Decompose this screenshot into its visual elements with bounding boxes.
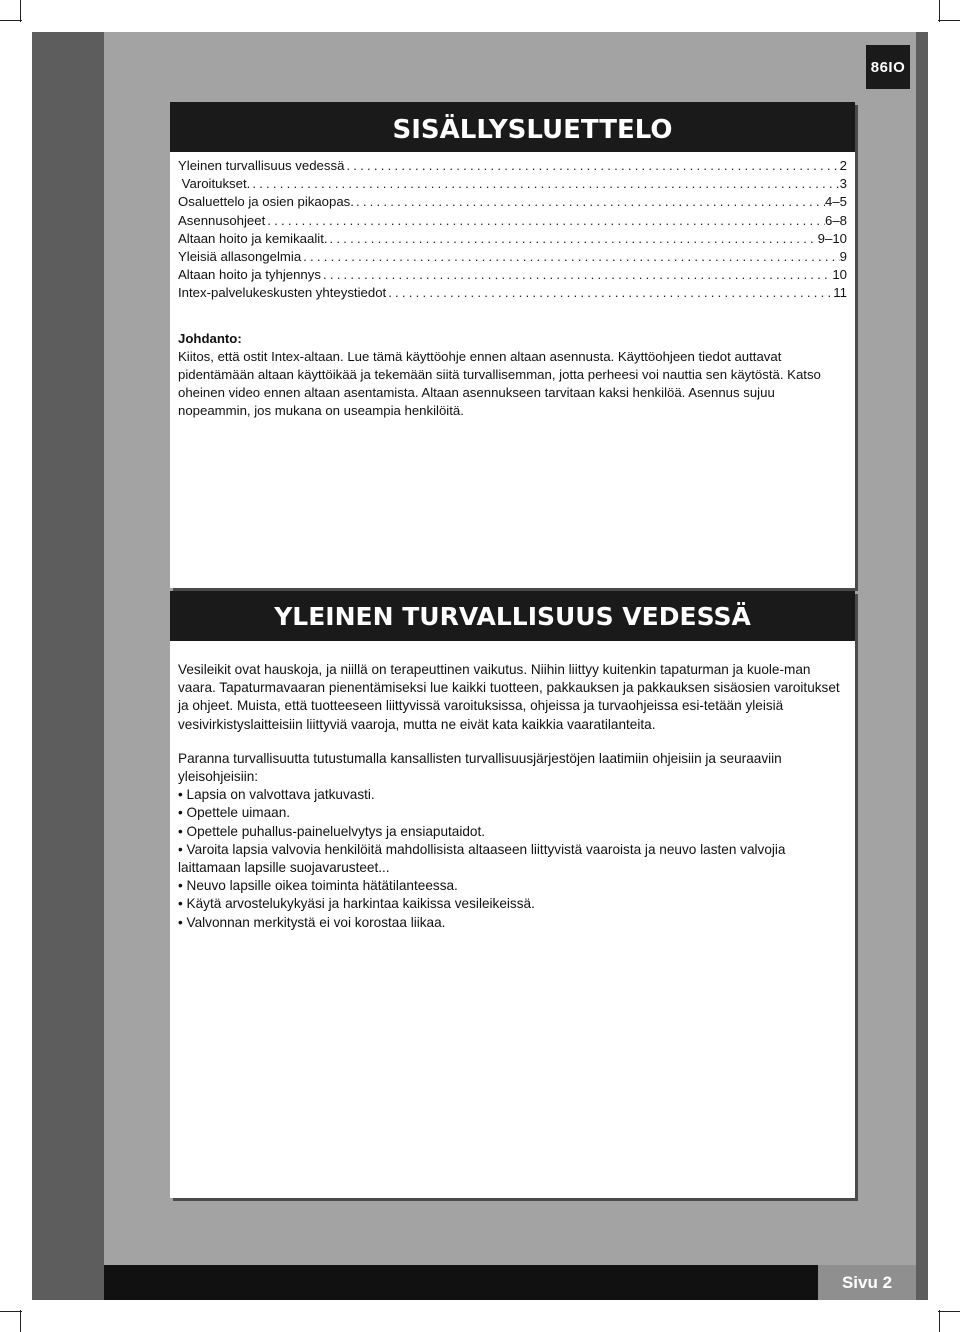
safety-bullet: • Opettele puhallus-paineluelvytys ja ensiaputaidot.: [178, 823, 847, 841]
safety-bullet: • Lapsia on valvottava jatkuvasti.: [178, 786, 847, 804]
toc-entry-label: Varoitukset.: [178, 176, 251, 192]
toc-leader-dots: [265, 213, 825, 228]
toc-entry-page: 11: [833, 285, 847, 301]
toc-entry-label: Yleisiä allasongelmia: [178, 248, 302, 264]
toc-entry-label: Yleinen turvallisuus vedessä: [178, 158, 345, 173]
intro-heading: Johdanto:: [178, 330, 242, 346]
safety-bullet: • Varoita lapsia valvovia henkilöitä mahdollisista altaaseen liittyvistä vaaroista ja neuvo lasten valvojia laittamaan lapsille suojavarusteet...: [178, 841, 847, 877]
crop-mark: [20, 0, 21, 22]
toc-entry[interactable]: [178, 249, 847, 267]
paragraph-gap: [178, 734, 847, 750]
crop-mark: [939, 0, 940, 22]
toc-leader-dots: [344, 158, 839, 173]
toc-leader-dots: [386, 285, 833, 300]
toc-entry-page: 9–10: [817, 230, 847, 246]
safety-bullet: • Käytä arvostelukykyäsi ja harkintaa kaikissa vesileikeissä.: [178, 895, 847, 913]
toc-entry[interactable]: [178, 194, 847, 212]
safety-title: YLEINEN TURVALLISUUS VEDESSÄ: [170, 591, 855, 641]
safety-body: [170, 641, 855, 932]
safety-bullet: • Opettele uimaan.: [178, 804, 847, 822]
safety-bullet-list: [178, 786, 847, 932]
toc-entry[interactable]: [178, 176, 847, 194]
crop-mark: [0, 20, 22, 21]
toc-entry[interactable]: [178, 231, 847, 249]
page-frame-right: [916, 32, 928, 1300]
toc-entry-page: 9: [839, 248, 847, 264]
toc-leader-dots: [328, 231, 818, 246]
page-frame-left: [32, 32, 104, 1300]
toc-entry-label: Altaan hoito ja tyhjennys: [178, 267, 321, 283]
crop-mark: [939, 1310, 940, 1332]
toc-entry[interactable]: [178, 285, 847, 303]
model-badge: 86IO: [866, 45, 910, 89]
toc-entry[interactable]: [178, 267, 847, 285]
toc-entry-label: Intex-palvelukeskusten yhteystiedot: [178, 285, 387, 301]
crop-mark: [938, 20, 960, 21]
crop-mark: [938, 1311, 960, 1312]
toc-leader-dots: [250, 176, 839, 191]
toc-title: SISÄLLYSLUETTELO: [170, 102, 855, 152]
safety-bullet: • Neuvo lapsille oikea toiminta hätätilanteessa.: [178, 877, 847, 895]
toc-entry-page: 2: [839, 158, 847, 173]
toc-leader-dots: [321, 267, 832, 282]
toc-entry-label: Osaluettelo ja osien pikaopas.: [178, 194, 354, 210]
toc-leader-dots: [301, 249, 840, 264]
toc-entry-label: Asennusohjeet: [178, 212, 266, 228]
toc-entry[interactable]: [178, 158, 847, 176]
safety-bullet: • Valvonnan merkitystä ei voi korostaa liikaa.: [178, 914, 847, 932]
toc-entry-page: 6–8: [824, 212, 847, 228]
toc-entry-page: 10: [832, 267, 847, 283]
toc-entry-label: Altaan hoito ja kemikaalit.: [178, 230, 328, 246]
safety-card: [170, 591, 855, 1198]
safety-paragraph: Paranna turvallisuutta tutustumalla kansallisten turvallisuusjärjestöjen laatimiin ohjeisiin ja seuraaviin yleisohjeisiin:: [178, 750, 782, 785]
intro-section: [170, 304, 855, 421]
toc-card: [170, 102, 855, 588]
toc-entry[interactable]: [178, 213, 847, 231]
page-number: Sivu 2: [818, 1265, 916, 1300]
footer-bar: [104, 1265, 818, 1300]
crop-mark: [20, 1310, 21, 1332]
toc-list: [170, 152, 855, 304]
toc-entry-page: 3: [839, 176, 847, 192]
intro-text: Kiitos, että ostit Intex-altaan. Lue tämä käyttöohje ennen altaan asennusta. Käyttöohjeen tiedot auttavat pidentämään altaan käyttöikää ja tekemään siitä turvallisemman, jotta perheesi voi nauttia sen käytöstä. Katso oheinen video ennen altaan asentamista. Altaan asennukseen tarvitaan kaksi henkilöä. Asennus sujuu nopeammin, jos mukana on useampia henkilöitä.: [178, 348, 821, 419]
toc-entry-page: 4–5: [824, 194, 847, 210]
safety-paragraph: Vesileikit ovat hauskoja, ja niillä on terapeuttinen vaikutus. Niihin liittyy kuitenkin tapaturman ja kuole-man vaara. Tapaturmavaaran pienentämiseksi lue kaikki tuotteen, pakkauksen ja pakkauksen sisäosien varoitukset ja ohjeet. Muista, että tuotteeseen liittyvissä varoituksissa, ohjeissa ja turvaohjeissa esi-tetään yleisiä vesivirkistyslaitteisiin liittyviä vaaroja, mutta ne eivät kata kaikkia vaaratilanteita.: [178, 662, 840, 732]
toc-leader-dots: [354, 194, 825, 209]
crop-mark: [0, 1311, 22, 1312]
